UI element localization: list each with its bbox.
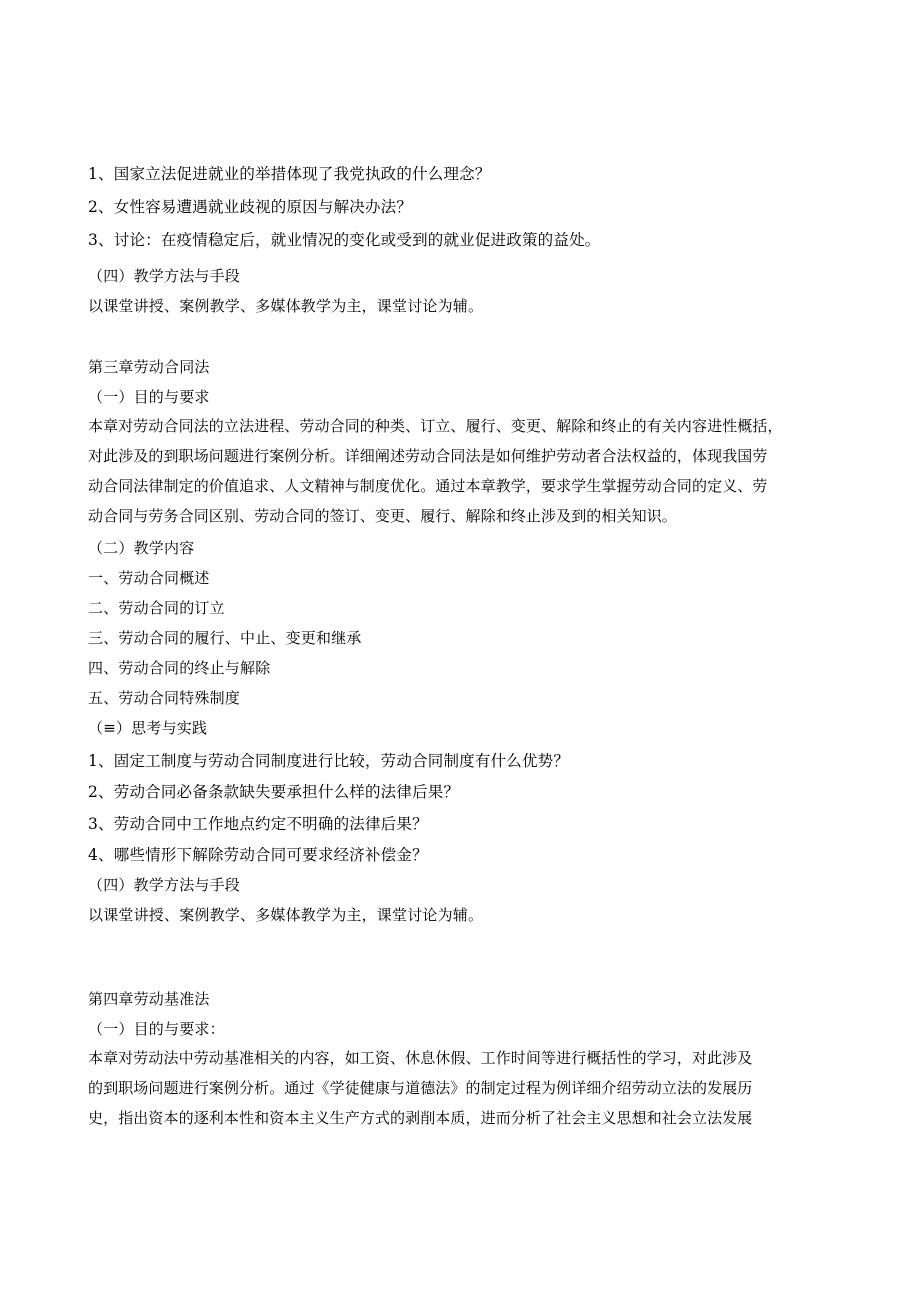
section-heading: （≡）思考与实践 (88, 719, 208, 737)
objective-paragraph (88, 1043, 850, 1133)
section-heading: （二）教学内容 (88, 539, 195, 557)
practice-item: 2、劳动合同必备条款缺失要承担什么样的法律后果？ (88, 783, 460, 801)
question-item: 2、女性容易遭遇就业歧视的原因与解决办法？ (88, 198, 413, 216)
question-item: 3、讨论：在疫情稳定后，就业情况的变化或受到的就业促进政策的益处。 (88, 231, 601, 249)
content-item: 四、劳动合同的终止与解除 (88, 659, 271, 677)
content-item: 一、劳动合同概述 (88, 569, 210, 587)
paragraph-line: 的到职场问题进行案例分析。通过《学徒健康与道德法》的制定过程为例详细介绍劳动立法的发展历 (88, 1079, 753, 1097)
section-heading: （四）教学方法与手段 (88, 267, 241, 285)
objective-paragraph (88, 411, 850, 531)
chapter-title: 第三章劳动合同法 (88, 358, 210, 376)
paragraph-line: 动合同法律制定的价值追求、人文精神与制度优化。通过本章教学，要求学生掌握劳动合同的定义、劳 (88, 477, 768, 495)
content-item: 三、劳动合同的履行、中止、变更和继承 (88, 629, 362, 647)
paragraph-line: 史，指出资本的逐利本性和资本主义生产方式的剥削本质，进而分析了社会主义思想和社会立法发展 (88, 1109, 753, 1127)
chapter-title: 第四章劳动基准法 (88, 990, 210, 1008)
section-heading: （一）目的与要求： (88, 1020, 225, 1038)
paragraph-line: 本章对劳动法中劳动基准相关的内容，如工资、休息休假、工作时间等进行概括性的学习，对此涉及 (88, 1049, 753, 1067)
content-item: 五、劳动合同特殊制度 (88, 689, 241, 707)
content-item: 二、劳动合同的订立 (88, 599, 225, 617)
question-item: 1、国家立法促进就业的举措体现了我党执政的什么理念？ (88, 165, 491, 183)
body-text: 以课堂讲授、案例教学、多媒体教学为主，课堂讨论为辅。 (88, 297, 484, 315)
paragraph-line: 对此涉及的到职场问题进行案例分析。详细阐述劳动合同法是如何维护劳动者合法权益的，体现我国劳 (88, 447, 768, 465)
section-heading: （四）教学方法与手段 (88, 876, 241, 894)
practice-item: 3、劳动合同中工作地点约定不明确的法律后果？ (88, 815, 428, 833)
paragraph-line: 本章对劳动合同法的立法进程、劳动合同的种类、订立、履行、变更、解除和终止的有关内容进性概括， (88, 417, 783, 435)
section-heading: （一）目的与要求 (88, 388, 210, 406)
practice-item: 1、固定工制度与劳动合同制度进行比较，劳动合同制度有什么优势？ (88, 752, 570, 770)
paragraph-line: 动合同与劳务合同区别、劳动合同的签订、变更、履行、解除和终止涉及到的相关知识。 (88, 507, 677, 525)
practice-item: 4、哪些情形下解除劳动合同可要求经济补偿金？ (88, 846, 428, 864)
body-text: 以课堂讲授、案例教学、多媒体教学为主，课堂讨论为辅。 (88, 906, 484, 924)
